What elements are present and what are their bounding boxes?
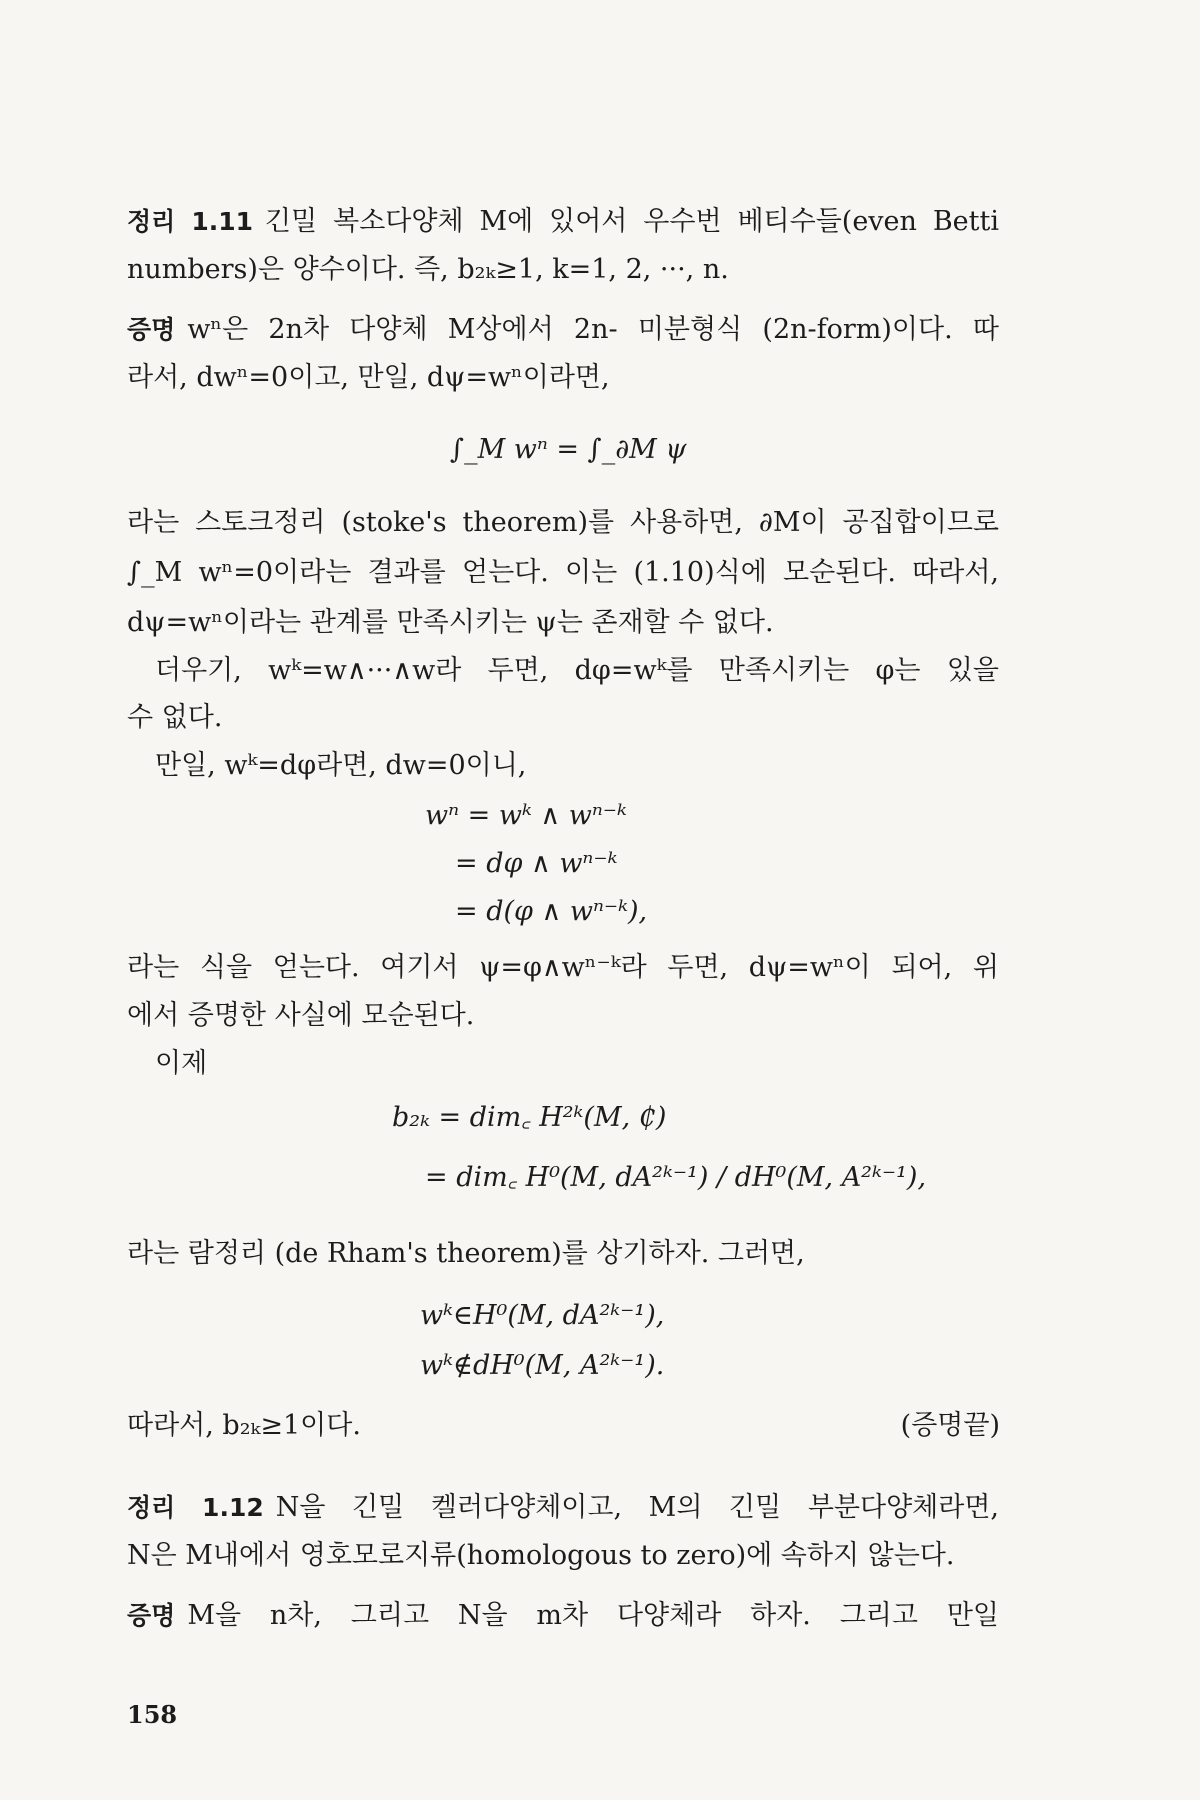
equation-3b: = dim꜀ H⁰(M, dA²ᵏ⁻¹) / dH⁰(M, A²ᵏ⁻¹), [425, 1162, 927, 1193]
proof-text: M을 n차, 그리고 N을 m차 다양체라 하자. 그리고 만일 [187, 1600, 999, 1631]
theorem-label: 정리 1.12 [127, 1493, 264, 1522]
theorem-text: 긴밀 복소다양체 M에 있어서 우수번 베티수들(even Betti [265, 206, 999, 237]
theorem-1-12-line-1 [127, 1490, 999, 1526]
proof-1-line-11: 이제 [155, 1048, 208, 1079]
proof-1-line-6: 더우기, wᵏ=w∧···∧w라 두면, dφ=wᵏ를 만족시키는 φ는 있을 [155, 655, 999, 686]
proof-label: 증명 [127, 315, 176, 344]
proof-1-line-9: 라는 식을 얻는다. 여기서 ψ=φ∧wⁿ⁻ᵏ라 두면, dψ=wⁿ이 되어, 위 [127, 952, 999, 983]
theorem-label: 정리 1.11 [127, 207, 254, 236]
proof-2-line-1 [127, 1598, 999, 1634]
equation-2c: = d(φ ∧ wⁿ⁻ᵏ), [455, 896, 648, 927]
equation-2a: wⁿ = wᵏ ∧ wⁿ⁻ᵏ [425, 800, 627, 831]
proof-1-line-8: 만일, wᵏ=dφ라면, dw=0이니, [155, 750, 527, 781]
equation-3a: b₂ₖ = dim꜀ H²ᵏ(M, ₵) [392, 1102, 667, 1133]
proof-1-line-10: 에서 증명한 사실에 모순된다. [127, 1000, 475, 1031]
proof-text: wⁿ은 2n차 다양체 M상에서 2n- 미분형식 (2n-form)이다. 따 [187, 314, 999, 345]
theorem-1-11-line-1 [127, 204, 999, 240]
proof-1-line-13: 따라서, b₂ₖ≥1이다. [127, 1410, 361, 1441]
proof-1-line-1 [127, 312, 999, 348]
qed-mark: (증명끝) [900, 1410, 1000, 1441]
proof-1-line-7: 수 없다. [127, 702, 223, 733]
page-number: 158 [127, 1700, 178, 1729]
equation-stokes: ∫_M wⁿ = ∫_∂M ψ [450, 434, 687, 465]
equation-2b: = dφ ∧ wⁿ⁻ᵏ [455, 848, 618, 879]
proof-label: 증명 [127, 1601, 176, 1630]
proof-1-line-4: ∫_M wⁿ=0이라는 결과를 얻는다. 이는 (1.10)식에 모순된다. 따라서, [127, 557, 999, 588]
proof-1-line-12: 라는 람정리 (de Rham's theorem)를 상기하자. 그러면, [127, 1238, 805, 1269]
equation-4a: wᵏ∈H⁰(M, dA²ᵏ⁻¹), [420, 1300, 665, 1331]
theorem-1-11-line-2: numbers)은 양수이다. 즉, b₂ₖ≥1, k=1, 2, ···, n. [127, 254, 729, 285]
equation-4b: wᵏ∉dH⁰(M, A²ᵏ⁻¹). [420, 1350, 665, 1381]
theorem-1-12-line-2: N은 M내에서 영호모로지류(homologous to zero)에 속하지 않는다. [127, 1540, 955, 1571]
proof-1-line-2: 라서, dwⁿ=0이고, 만일, dψ=wⁿ이라면, [127, 362, 610, 393]
proof-1-line-3: 라는 스토크정리 (stoke's theorem)를 사용하면, ∂M이 공집합이므로 [127, 507, 999, 538]
theorem-text: N을 긴밀 켈러다양체이고, M의 긴밀 부분다양체라면, [275, 1492, 999, 1523]
proof-1-line-5: dψ=wⁿ이라는 관계를 만족시키는 ψ는 존재할 수 없다. [127, 607, 774, 638]
